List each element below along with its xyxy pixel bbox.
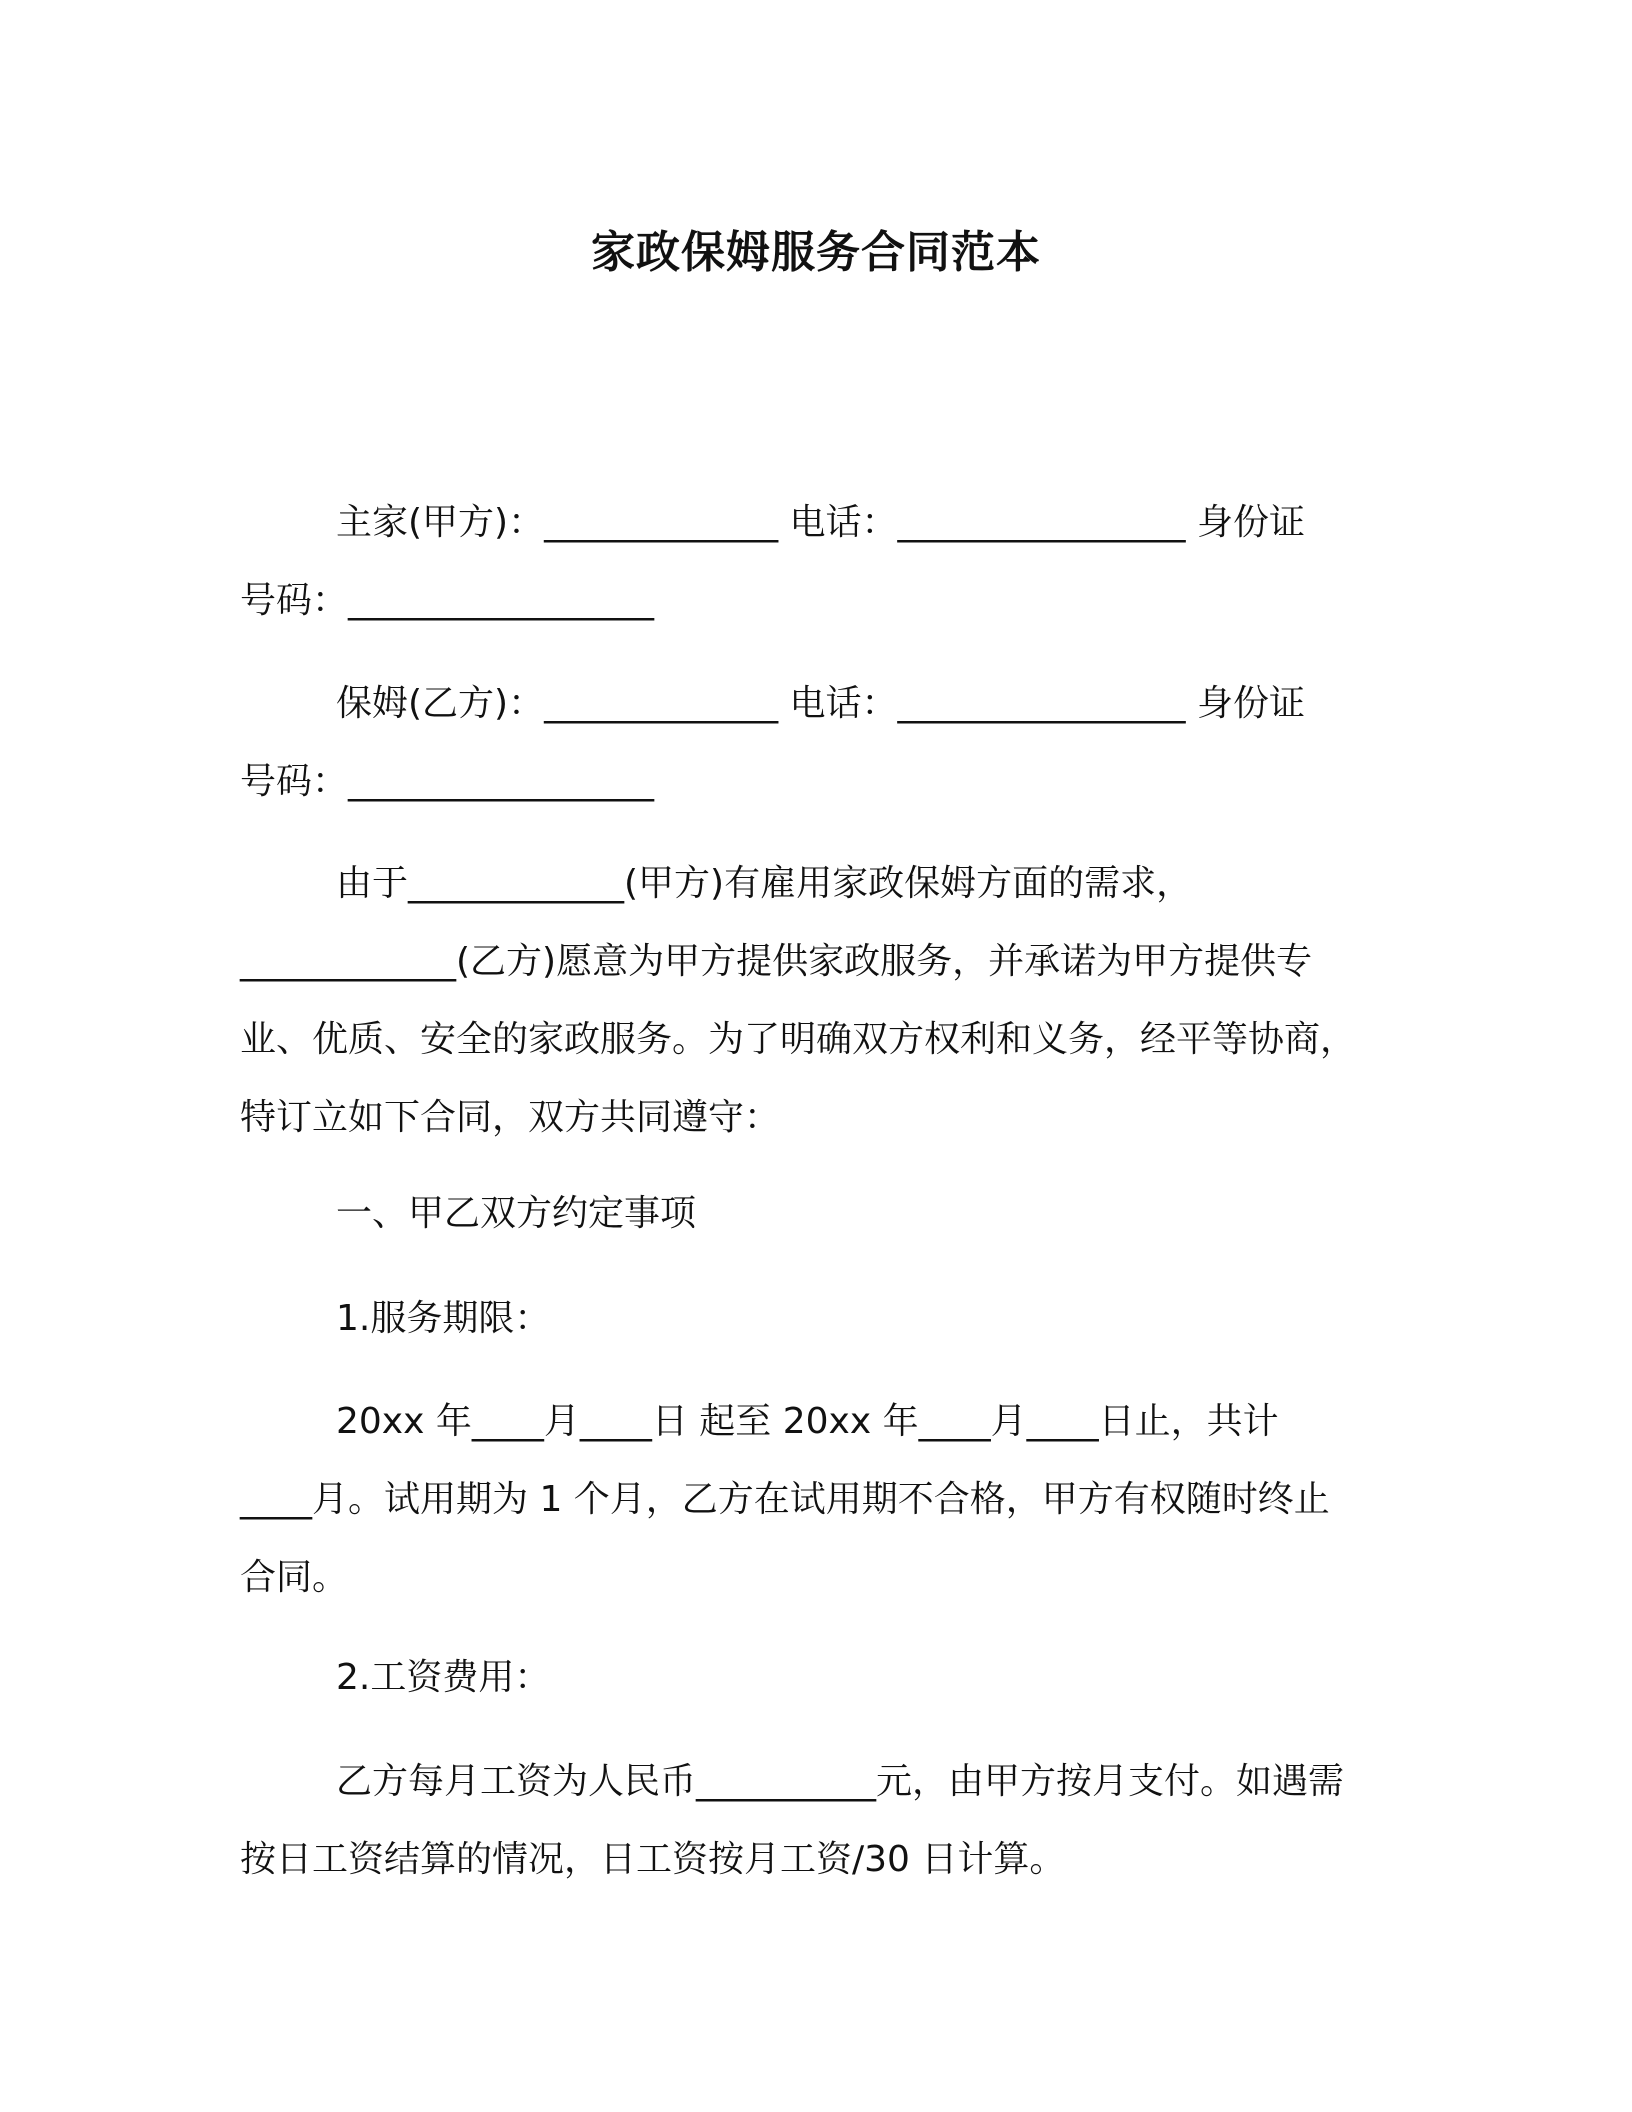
item-1-body — [240, 1383, 1390, 1617]
intro-line-1: 由于____________(甲方)有雇用家政保姆方面的需求， — [336, 863, 1193, 904]
party-a-line-2: 号码：_________________ — [240, 580, 655, 621]
party-a-line-1: 主家(甲方)：_____________ 电话：________________ 身份证 — [336, 502, 1305, 543]
item-1-line-2: ____月。试用期为 1 个月，乙方在试用期不合格，甲方有权随时终止 — [240, 1479, 1330, 1520]
item-1-line-1: 20xx 年____月____日 起至 20xx 年____月____日止，共计 — [336, 1401, 1279, 1442]
intro-paragraph — [240, 845, 1390, 1157]
item-2-body — [240, 1743, 1390, 1899]
document-title: 家政保姆服务合同范本 — [591, 227, 1041, 278]
item-2-line-2: 按日工资结算的情况，日工资按月工资/30 日计算。 — [240, 1839, 1066, 1880]
intro-line-2: ____________(乙方)愿意为甲方提供家政服务，并承诺为甲方提供专 — [240, 941, 1313, 982]
intro-line-3: 业、优质、安全的家政服务。为了明确双方权利和义务，经平等协商， — [240, 1019, 1357, 1060]
item-1-heading: 1.服务期限： — [336, 1298, 551, 1339]
party-b-line-1: 保姆(乙方)：_____________ 电话：________________ 身份证 — [336, 683, 1305, 724]
party-b-line-2: 号码：_________________ — [240, 761, 655, 802]
item-2-heading: 2.工资费用： — [336, 1657, 551, 1698]
party-a-paragraph — [240, 484, 1390, 640]
item-1-line-3: 合同。 — [240, 1557, 349, 1598]
intro-line-4: 特订立如下合同，双方共同遵守： — [240, 1097, 781, 1138]
item-2-line-1: 乙方每月工资为人民币__________元，由甲方按月支付。如遇需 — [336, 1761, 1345, 1802]
section-1-heading: 一、甲乙双方约定事项 — [336, 1193, 697, 1234]
party-b-paragraph — [240, 665, 1390, 821]
